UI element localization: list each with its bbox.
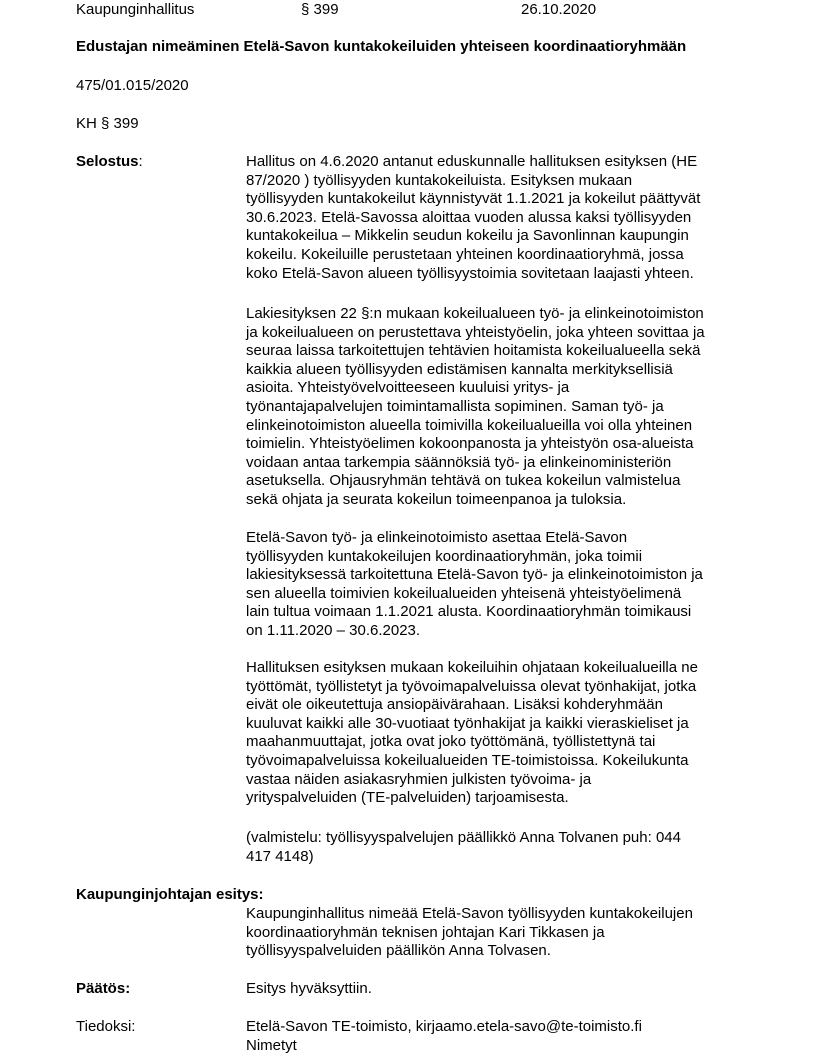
text-line: toimielin. Yhteistyöelimen kokoonpanosta ja yhteistyön osa-alueista xyxy=(246,435,694,453)
text-line: kokeilu. Kokeiluille perustetaan yhteinen koordinaatioryhmä, jossa xyxy=(246,245,684,263)
text-line: (valmistelu: työllisyyspalvelujen päällikkö Anna Tolvanen puh: 044 xyxy=(246,829,681,846)
text-line: 417 4148) xyxy=(246,847,314,865)
text-line: voidaan antaa tarkempia säännöksiä työ- ja elinkeinoministeriön xyxy=(246,453,672,471)
text-line: maahanmuuttajat, jotka ovat joko työttömänä, työllistettynä tai xyxy=(246,733,656,751)
selostus-paragraph-3 xyxy=(246,529,746,641)
text-line: työnantajapalvelujen toimintamallista sopiminen. Saman työ- ja xyxy=(246,397,664,415)
text-line: työvoimapalveluissa kokeilualueiden TE-toimistoissa. Kokeilukunta xyxy=(246,751,689,769)
text-line: kuntakokeilua – Mikkelin seudun kokeilu ja Savonlinnan kaupungin xyxy=(246,227,689,245)
text-line: lain tultua voimaan 1.1.2021 alusta. Koordinaatioryhmän toimikausi xyxy=(246,603,692,621)
text-line: työllisyyden kuntakokeilujen koordinaatioryhmän, joka toimii xyxy=(246,547,643,565)
text-line: Hallituksen esityksen mukaan kokeiluihin ohjataan kokeilualueilla ne xyxy=(246,659,698,676)
proposal-text xyxy=(246,905,746,961)
text-line: työllisyyspalveluiden päällikön Anna Tolvasen. xyxy=(246,942,551,960)
text-line: työttömät, työllistetyt ja työvoimapalveluissa olevat työnhakijat, jotka xyxy=(246,677,697,695)
text-line: kaikkia alueen työllisyyden edistämisen kannalta merkityksellisiä xyxy=(246,360,673,378)
text-line: seuraa laissa tarkoitettujen tehtävien hoitamista kokeilualueella sekä xyxy=(246,342,701,360)
decision-text: Esitys hyväksyttiin. xyxy=(246,980,372,997)
text-line: elinkeinotoimiston alueella toimivilla kokeilualueilla voi olla yhteinen xyxy=(246,416,693,434)
text-line: vastaa näiden asiakasryhmien julkisten työvoima- ja xyxy=(246,770,592,788)
notice-recipients xyxy=(246,1018,746,1055)
selostus-colon: : xyxy=(138,153,143,170)
text-line: kuuluvat kaikki alle 30-vuotiaat työnhakijat ja kaikki vieraskieliset ja xyxy=(246,714,689,732)
text-line: on 1.11.2020 – 30.6.2023. xyxy=(246,621,421,639)
text-line: ja kokeilualueen on perustettava yhteistyöelin, joka yhteen sovittaa ja xyxy=(246,323,705,341)
header-date: 26.10.2020 xyxy=(521,1,597,18)
text-line: Etelä-Savon työ- ja elinkeinotoimisto asettaa Etelä-Savon xyxy=(246,529,628,546)
text-line: Etelä-Savon TE-toimisto, kirjaamo.etela-savo@te-toimisto.fi xyxy=(246,1018,642,1035)
record-number: 475/01.015/2020 xyxy=(76,77,189,94)
selostus-paragraph-2 xyxy=(246,305,746,510)
selostus-paragraph-4 xyxy=(246,659,746,808)
text-line: asioita. Yhteistyövelvoitteeseen kuuluisi yritys- ja xyxy=(246,379,570,397)
selostus-label-row xyxy=(76,153,143,172)
text-line: lakiesityksessä tarkoitettuna Etelä-Savon työ- ja elinkeinotoimiston ja xyxy=(246,566,703,584)
header-body-name: Kaupunginhallitus xyxy=(76,1,195,18)
preparation-note xyxy=(246,829,746,866)
document-title: Edustajan nimeäminen Etelä-Savon kuntakokeiluiden yhteiseen koordinaatioryhmään xyxy=(76,38,687,55)
text-line: Nimetyt xyxy=(246,1036,297,1054)
text-line: yrityspalveluiden (TE-palveluiden) tarjoamisesta. xyxy=(246,789,569,807)
text-line: asetuksella. Ohjausryhmän tehtävä on tukea kokeilun valmistelua xyxy=(246,472,681,490)
text-line: eivät ole oikeutettuja ansiopäivärahaan. Lisäksi kohderyhmään xyxy=(246,696,663,714)
text-line: Hallitus on 4.6.2020 antanut eduskunnalle hallituksen esityksen (HE xyxy=(246,153,698,170)
header-section-number: § 399 xyxy=(301,1,339,18)
text-line: sekä ohjata ja seurata kokeilun toimeenpanoa ja tuloksia. xyxy=(246,490,627,508)
text-line: Kaupunginhallitus nimeää Etelä-Savon työllisyyden kuntakokeilujen xyxy=(246,905,693,922)
text-line: koko Etelä-Savon alueen työllisyystoimia sovitetaan laajasti yhteen. xyxy=(246,264,694,282)
text-line: työllisyyden kuntakokeilut käynnistyvät 1.1.2021 ja kokeilut päättyvät xyxy=(246,190,701,208)
text-line: sen alueella toimivien kokeilualueiden yhteisenä yhteistyöelimenä xyxy=(246,584,682,602)
selostus-paragraph-1 xyxy=(246,153,746,283)
text-line: 87/2020 ) työllisyyden kuntakokeiluista. Esityksen mukaan xyxy=(246,171,633,189)
text-line: koordinaatioryhmän teknisen johtajan Kari Tikkasen ja xyxy=(246,923,605,941)
kh-reference: KH § 399 xyxy=(76,115,139,132)
proposal-label: Kaupunginjohtajan esitys: xyxy=(76,886,264,903)
notice-label: Tiedoksi: xyxy=(76,1018,136,1035)
text-line: Lakiesityksen 22 §:n mukaan kokeilualueen työ- ja elinkeinotoimiston xyxy=(246,305,704,322)
decision-label: Päätös: xyxy=(76,980,131,997)
text-line: 30.6.2023. Etelä-Savossa aloittaa vuoden alussa kaksi työllisyyden xyxy=(246,208,692,226)
selostus-label: Selostus xyxy=(76,153,139,170)
